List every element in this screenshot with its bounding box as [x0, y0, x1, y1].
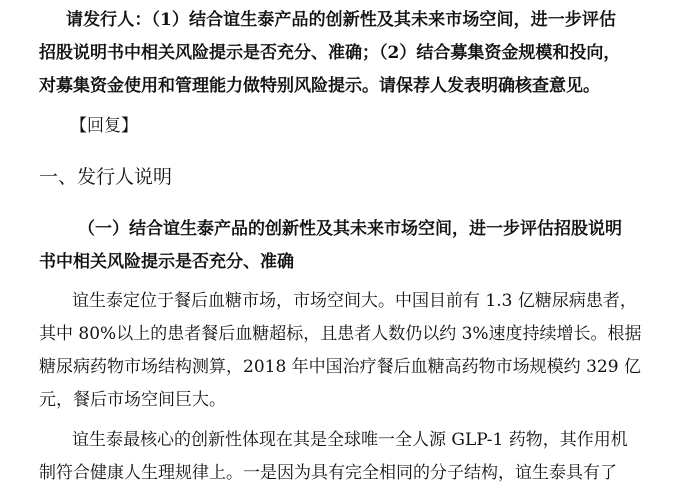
paragraph-1-line-4: 元，餐后市场空间巨大。	[39, 390, 226, 410]
section-heading: 一、发行人说明	[39, 166, 173, 188]
question-line-3: 对募集资金使用和管理能力做特别风险提示。请保荐人发表明确核查意见。	[39, 76, 600, 96]
paragraph-2-line-2: 制符合健康人生理规律上。一是因为具有完全相同的分子结构，谊生泰具有了	[39, 463, 617, 483]
question-line-2: 招股说明书中相关风险提示是否充分、准确；（2）结合募集资金规模和投向，	[39, 43, 621, 63]
subsection-heading-line-2: 书中相关风险提示是否充分、准确	[39, 252, 294, 272]
paragraph-1-line-1: 谊生泰定位于餐后血糖市场，市场空间大。中国目前有 1.3 亿糖尿病患者，	[72, 291, 637, 311]
paragraph-1-line-3: 糖尿病药物市场结构测算，2018 年中国治疗餐后血糖高药物市场规模约 329 亿	[39, 357, 641, 377]
question-line-1: 请发行人：（1）结合谊生泰产品的创新性及其未来市场空间，进一步评估	[66, 10, 616, 30]
subsection-heading-line-1: （一）结合谊生泰产品的创新性及其未来市场空间，进一步评估招股说明	[78, 219, 622, 239]
reply-label: 【回复】	[70, 116, 138, 136]
paragraph-2-line-1: 谊生泰最核心的创新性体现在其是全球唯一全人源 GLP-1 药物，其作用机	[72, 430, 628, 450]
paragraph-1-line-2: 其中 80%以上的患者餐后血糖超标，且患者人数仍以约 3%速度持续增长。根据	[39, 324, 642, 344]
